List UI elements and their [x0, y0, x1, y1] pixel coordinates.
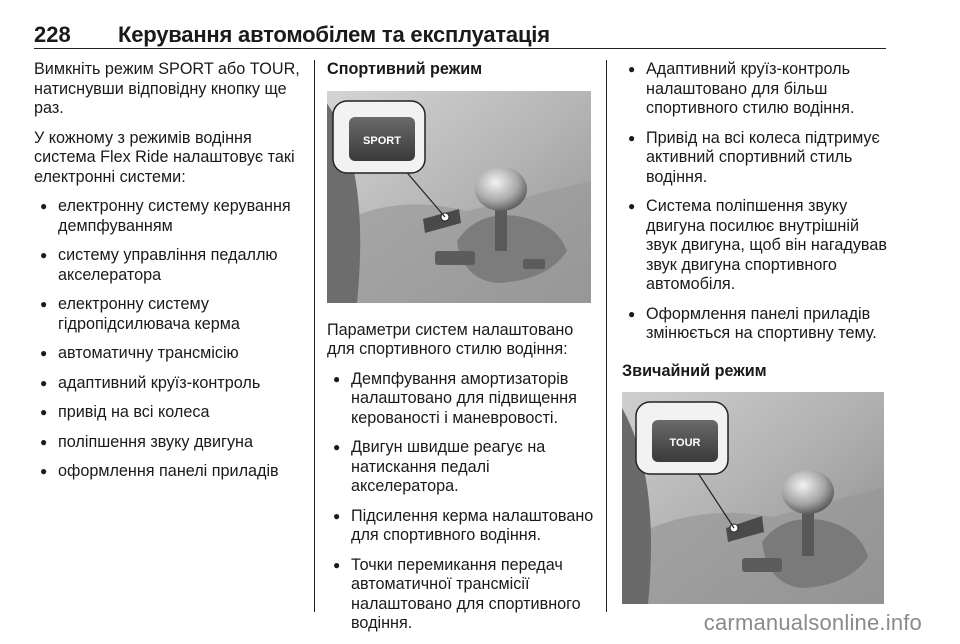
tour-button-label: TOUR [669, 437, 701, 449]
list-item: ● електронну систему гідропідсилювача керма [34, 295, 306, 334]
list-item: ● Підсилення керма налаштовано для спортивного водіння. [327, 507, 595, 546]
sport-list-continued [622, 60, 892, 344]
sport-list [327, 370, 595, 634]
page-title: Керування автомобілем та експлуатація [118, 22, 550, 47]
list-item: ● поліпшення звуку двигуна [34, 433, 306, 453]
list-item: ● Система поліпшення звуку двигуна посилює внутрішній звук двигуна, щоб він нагадував звук двигуна спортивного автомобіля. [622, 197, 892, 295]
lead-paragraph: У кожному з режимів водіння система Flex Ride налаштовує такі електронні системи: [34, 128, 295, 186]
sport-lead: Параметри систем налаштовано для спортивного стилю водіння: [327, 320, 574, 358]
tour-console-photo [622, 392, 884, 604]
intro-paragraph: Вимкніть режим SPORT або TOUR, натиснувши відповідну кнопку ще раз. [34, 60, 300, 117]
list-item: ● Привід на всі колеса підтримує активний спортивний стиль водіння. [622, 129, 892, 188]
list-item: ● автоматичну трансмісію [34, 344, 306, 364]
list-item: ● Точки перемикання передач автоматичної трансмісії налаштовано для спортивного водіння. [327, 556, 595, 634]
list-item: ● Адаптивний круїз-контроль налаштовано для більш спортивного стилю водіння. [622, 60, 892, 119]
sport-button-label: SPORT [363, 134, 401, 147]
list-item: ● Оформлення панелі приладів змінюється на спортивну тему. [622, 305, 892, 344]
systems-list [34, 197, 306, 482]
list-item: ● адаптивний круїз-контроль [34, 374, 306, 394]
list-item: ● Двигун швидше реагує на натискання педалі акселератора. [327, 438, 595, 497]
column-middle [327, 60, 595, 644]
gear-knob [475, 167, 527, 211]
sport-console-photo [327, 91, 591, 303]
page-header [34, 22, 886, 49]
list-item: ● оформлення панелі приладів [34, 462, 306, 482]
sport-mode-heading: Спортивний режим [327, 60, 483, 78]
gear-knob [782, 470, 834, 514]
column-left [34, 60, 306, 492]
column-right [622, 60, 892, 604]
column-divider [314, 60, 315, 612]
list-item: ● привід на всі колеса [34, 403, 306, 423]
watermark: carmanualsonline.info [703, 610, 922, 635]
normal-mode-heading: Звичайний режим [622, 361, 767, 380]
column-divider [606, 60, 607, 612]
page-number: 228 [34, 22, 71, 47]
list-item: ● Демпфування амортизаторів налаштовано для підвищення керованості і маневровості. [327, 370, 595, 429]
list-item: ● електронну систему керування демпфуванням [34, 197, 306, 236]
list-item: ● систему управління педаллю акселератора [34, 246, 306, 285]
